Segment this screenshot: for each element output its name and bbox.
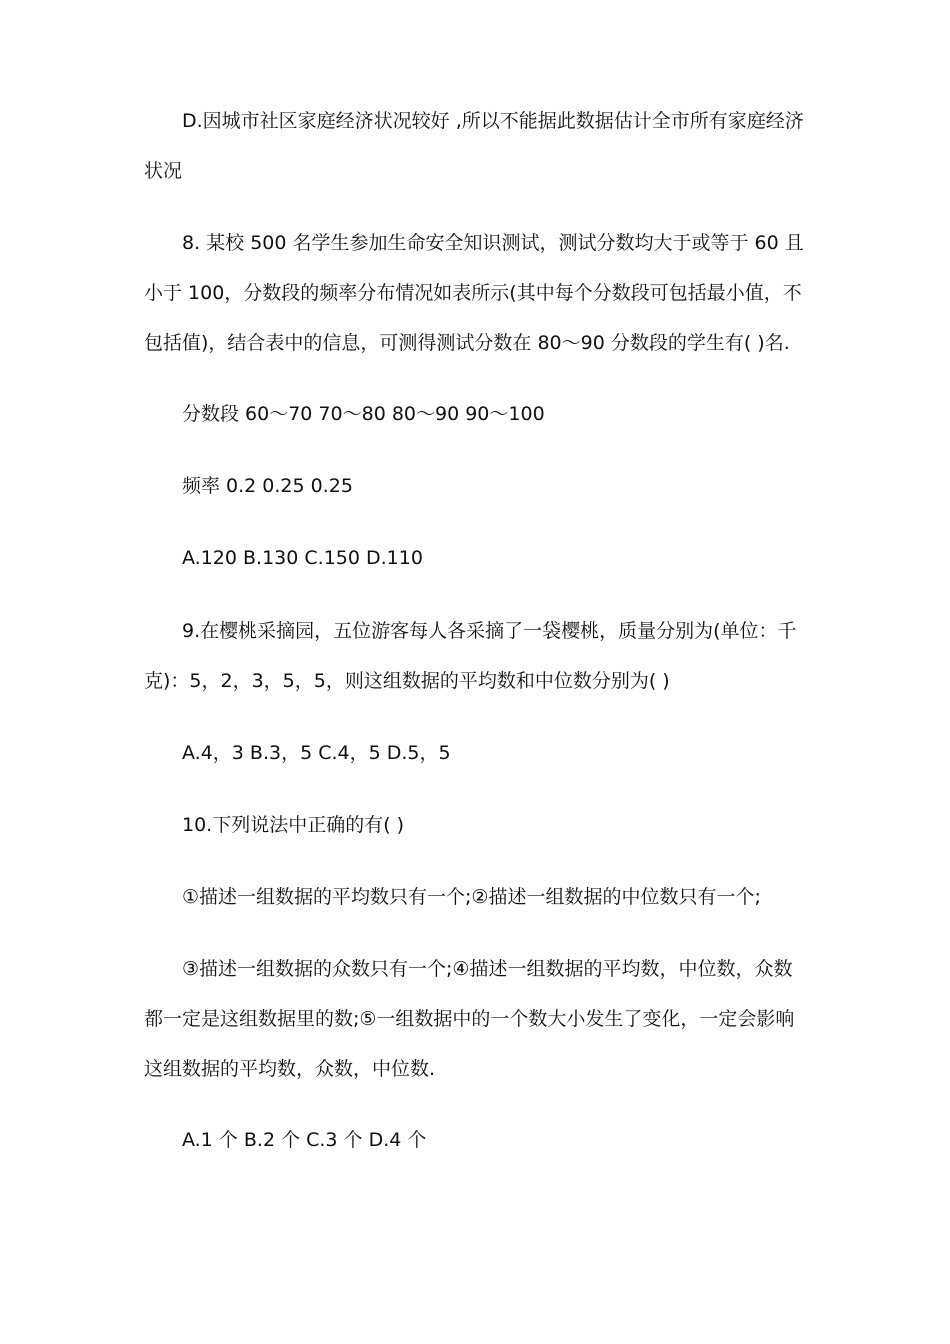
statement-1-2: ①描述一组数据的平均数只有一个;②描述一组数据的中位数只有一个; xyxy=(182,886,761,908)
question-10-line-1: 10.下列说法中正确的有( ) xyxy=(182,814,405,836)
question-10-options: A.1 个 B.2 个 C.3 个 D.4 个 xyxy=(182,1129,427,1151)
statement-3-4-line-1: ③描述一组数据的众数只有一个;④描述一组数据的平均数，中位数，众数 xyxy=(182,958,793,980)
question-8-line-2: 小于 100，分数段的频率分布情况如表所示(其中每个分数段可包括最小值，不 xyxy=(144,282,802,304)
question-8-line-3: 包括值)，结合表中的信息，可测得测试分数在 80～90 分数段的学生有( )名. xyxy=(144,332,790,354)
statement-5-line-3: 这组数据的平均数，众数，中位数. xyxy=(144,1058,436,1080)
question-9-line-1: 9.在樱桃采摘园，五位游客每人各采摘了一袋樱桃，质量分别为(单位：千 xyxy=(182,620,797,642)
option-d-line-2: 状况 xyxy=(144,160,183,182)
statement-4-5-line-2: 都一定是这组数据里的数;⑤一组数据中的一个数大小发生了变化，一定会影响 xyxy=(144,1008,795,1030)
frequency-row: 频率 0.2 0.25 0.25 xyxy=(182,475,353,497)
option-d-line-1: D.因城市社区家庭经济状况较好 ,所以不能据此数据估计全市所有家庭经济 xyxy=(182,110,804,132)
question-9-line-2: 克)：5，2，3，5，5，则这组数据的平均数和中位数分别为( ) xyxy=(144,670,670,692)
question-8-options: A.120 B.130 C.150 D.110 xyxy=(182,547,423,569)
score-range-row: 分数段 60～70 70～80 80～90 90～100 xyxy=(182,403,545,425)
question-9-options: A.4，3 B.3，5 C.4，5 D.5，5 xyxy=(182,742,451,764)
question-8-line-1: 8. 某校 500 名学生参加生命安全知识测试，测试分数均大于或等于 60 且 xyxy=(182,232,804,254)
